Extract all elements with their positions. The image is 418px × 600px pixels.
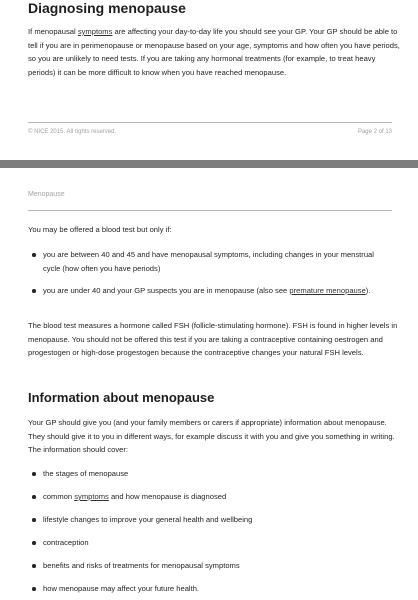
running-header: Menopause <box>28 191 65 198</box>
list-item: how menopause may affect your future health. <box>28 582 388 596</box>
fsh-paragraph: The blood test measures a hormone called FSH (follicle-stimulating hormone). FSH is found in higher levels in menopause. You should not be offered this test if you are taking a contraceptive containing oestrogen and progestogen or high-dose progestogen because the contraceptive changes your natural FSH levels. <box>28 321 398 357</box>
information-topics-list <box>28 467 388 596</box>
footer-rule <box>28 122 392 123</box>
list-item: you are between 40 and 45 and have menopausal symptoms, including changes in your menstrual cycle (how often you have periods) <box>28 248 388 275</box>
header-rule <box>28 210 392 211</box>
list-item: lifestyle changes to improve your general health and wellbeing <box>28 513 388 527</box>
information-paragraph: Your GP should give you (and your family members or carers if appropriate) information about menopause. They should give it to you in different ways, for example discuss it with you and give you something in writing. The information should cover: <box>28 418 395 454</box>
list-item: you are under 40 and your GP suspects you are in menopause (also see premature menopause). <box>28 284 388 298</box>
section-heading-diagnosing: Diagnosing menopause <box>28 0 186 16</box>
page-break-divider <box>0 160 418 168</box>
section-heading-information: Information about menopause <box>28 390 215 405</box>
list-item: common symptoms and how menopause is diagnosed <box>28 490 388 504</box>
blood-test-conditions-list <box>28 248 388 298</box>
list-item: the stages of menopause <box>28 467 388 481</box>
premature-menopause-link[interactable]: premature menopause <box>289 286 366 295</box>
symptoms-link-2[interactable]: symptoms <box>74 492 109 501</box>
list-item: contraception <box>28 536 388 550</box>
symptoms-link[interactable]: symptoms <box>77 27 113 36</box>
copyright-footer: © NICE 2015. All rights reserved. <box>28 129 117 135</box>
document-page-2 <box>0 0 418 160</box>
blood-test-intro: You may be offered a blood test but only if: <box>28 225 172 234</box>
list-item: benefits and risks of treatments for menopausal symptoms <box>28 559 388 573</box>
page-number-footer: Page 2 of 13 <box>357 129 392 135</box>
document-page-3 <box>0 168 418 600</box>
diagnosing-paragraph: If menopausal symptoms are affecting your day-to-day life you should see your GP. Your GP should be able to tell if you are in perimenopause or menopause based on your age, symptoms and how often you have periods, so you are unlikely to need tests. If you are taking any hormonal treatments (for example, to treat heavy periods) it can be more difficult to know when you have reached menopause. <box>28 27 400 77</box>
